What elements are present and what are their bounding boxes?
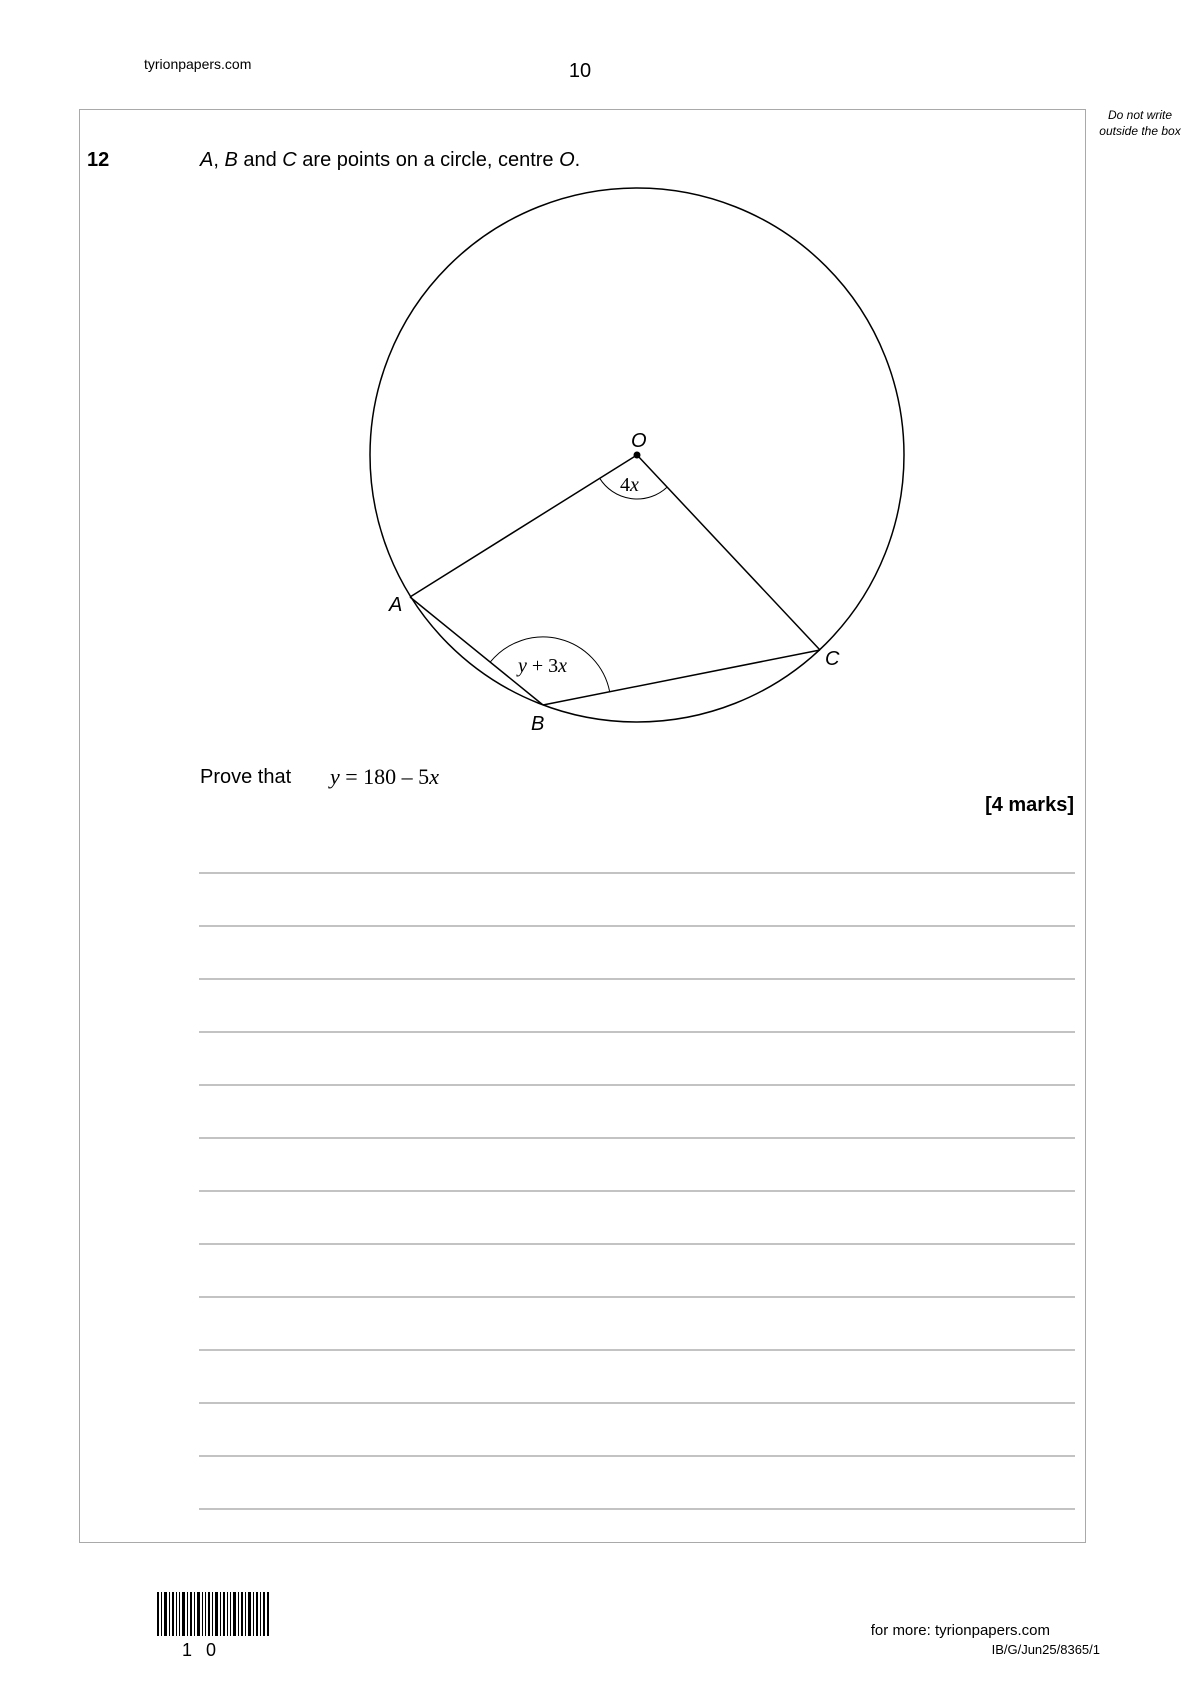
prove-formula: y = 180 – 5x bbox=[330, 764, 439, 789]
angle-label-O: 4x bbox=[620, 474, 639, 496]
label-C: C bbox=[825, 648, 840, 670]
label-B: B bbox=[531, 713, 545, 735]
answer-line bbox=[199, 872, 1075, 874]
margin-note: Do not write outside the box bbox=[1099, 108, 1181, 138]
label-O: O bbox=[631, 430, 647, 452]
question-number: 12 bbox=[87, 149, 110, 171]
footer-more: for more: tyrionpapers.com bbox=[870, 1622, 1050, 1639]
question-text: A, B and C are points on a circle, centre O. bbox=[200, 149, 581, 171]
chord-AB bbox=[410, 597, 543, 705]
answer-line bbox=[199, 1137, 1075, 1139]
answer-line bbox=[199, 1243, 1075, 1245]
label-A: A bbox=[389, 594, 403, 616]
marks-label: [4 marks] bbox=[985, 794, 1074, 816]
radius-OA bbox=[410, 455, 637, 597]
centre-point bbox=[634, 452, 641, 459]
radius-OC bbox=[637, 455, 820, 650]
answer-line bbox=[199, 1296, 1075, 1298]
barcode-number: 10 bbox=[182, 1640, 231, 1660]
header-site: tyrionpapers.com bbox=[144, 56, 252, 72]
circle-diagram bbox=[0, 0, 1191, 800]
answer-line bbox=[199, 1190, 1075, 1192]
barcode-image bbox=[157, 1592, 269, 1636]
page-number: 10 bbox=[568, 60, 592, 82]
angle-label-B: y + 3x bbox=[518, 655, 568, 677]
answer-line bbox=[199, 925, 1075, 927]
answer-line bbox=[199, 1349, 1075, 1351]
answer-line bbox=[199, 1455, 1075, 1457]
answer-line bbox=[199, 1084, 1075, 1086]
chord-BC bbox=[543, 650, 820, 705]
answer-line bbox=[199, 1508, 1075, 1510]
footer-code: IB/G/Jun25/8365/1 bbox=[991, 1642, 1100, 1657]
prove-label: Prove that bbox=[200, 766, 292, 788]
answer-line bbox=[199, 1402, 1075, 1404]
answer-line bbox=[199, 1031, 1075, 1033]
answer-line bbox=[199, 978, 1075, 980]
